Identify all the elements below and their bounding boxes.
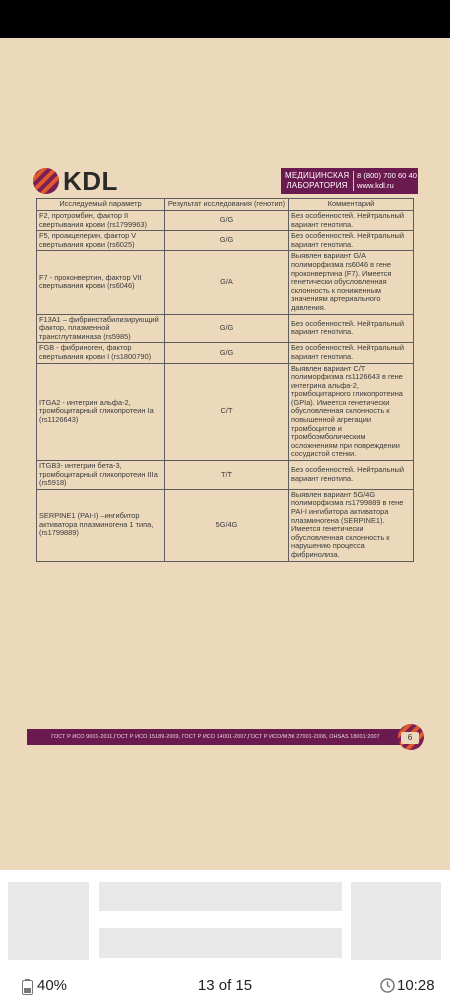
thumbnail-current-bottom[interactable] — [99, 928, 342, 958]
reader-status-bar — [0, 972, 450, 1000]
param-cell: F2, протромбин, фактор II свертывания крови (rs1799963) — [37, 211, 165, 231]
comment-cell: Без особенностей. Нейтральный вариант генотипа. — [289, 231, 414, 251]
param-cell: SERPINE1 (PAI-I) –ингибитор активатора плазминогена 1 типа, (rs1799889) — [37, 489, 165, 561]
table-row — [37, 461, 414, 490]
table-row — [37, 314, 414, 343]
lab-header-box — [281, 168, 418, 194]
table-row — [37, 343, 414, 363]
table-row — [37, 211, 414, 231]
result-cell: G/G — [165, 211, 289, 231]
table-row — [37, 489, 414, 561]
result-cell: G/G — [165, 314, 289, 343]
clock-icon — [380, 978, 395, 993]
comment-cell: Без особенностей. Нейтральный вариант генотипа. — [289, 314, 414, 343]
col-header-parameter: Исследуемый параметр — [37, 199, 165, 211]
page-number: 6 — [401, 732, 419, 744]
kdl-logo-icon — [32, 167, 60, 195]
result-cell: 5G/4G — [165, 489, 289, 561]
result-cell: G/G — [165, 343, 289, 363]
result-cell: G/G — [165, 231, 289, 251]
result-cell: G/A — [165, 251, 289, 314]
param-cell: ITGA2 - интегрин альфа-2, тромбоцитарный гликопротеин Ia (rs1126643) — [37, 363, 165, 461]
thumbnail-prev[interactable] — [8, 882, 89, 960]
param-cell: F5, проакцелерин, фактор V свертывания крови (rs6025) — [37, 231, 165, 251]
phone-number: 8 (800) 700 60 40 — [357, 171, 417, 180]
comment-cell: Без особенностей. Нейтральный вариант генотипа. — [289, 211, 414, 231]
comment-cell: Выявлен вариант G/A полиморфизма rs6046 в гене проконвертина (F7). Имеется генетически обусловленная склонность к пониженным значениям артериального давления. — [289, 251, 414, 314]
table-row — [37, 251, 414, 314]
page-thumbnails-strip[interactable] — [0, 870, 450, 972]
comment-cell: Выявлен вариант 5G/4G полиморфизма rs1799889 в гене PAI-I ингибитора активатора плазминогена (SERPINE1). Имеется генетически обусловленная склонность к нарушению процесса фибринолиза. — [289, 489, 414, 561]
param-cell: F13A1 – фибринстабилизирующий фактор, плазменной трансглутаминаза (rs5985) — [37, 314, 165, 343]
kdl-logo — [32, 165, 132, 197]
result-cell: T/T — [165, 461, 289, 490]
logo-text: KDL — [63, 166, 118, 196]
page-indicator: 13 of 15 — [197, 977, 253, 994]
param-cell: F7 - проконвертин, фактор VII свертывания крови (rs6046) — [37, 251, 165, 314]
contact-info — [357, 171, 417, 191]
param-cell: ITGB3- интегрин бета-3, тромбоцитарный гликопротеин IIIa (rs5918) — [37, 461, 165, 490]
param-cell: FGB - фибриноген, фактор свертывания крови I (rs1800790) — [37, 343, 165, 363]
thumbnail-current-top[interactable] — [99, 882, 342, 911]
header-divider — [353, 171, 354, 191]
standards-footer: ГОСТ Р ИСО 9001-2011,ГОСТ Р ИСО 15189-2009, ГОСТ Р ИСО 14001-2007,ГОСТ Р ИСО/МЭК 27001-2006, OHSAS 18001:2007 — [27, 729, 404, 745]
col-header-comment: Комментарий — [289, 199, 414, 211]
top-black-bar — [0, 0, 450, 38]
document-page[interactable] — [0, 38, 450, 870]
battery-percent: 40% — [37, 977, 68, 994]
lab-name: МЕДИЦИНСКАЯ ЛАБОРАТОРИЯ — [285, 171, 350, 190]
time-display: 10:28 — [397, 977, 435, 994]
comment-cell: Без особенностей. Нейтральный вариант генотипа. — [289, 343, 414, 363]
col-header-result: Результат исследования (генотип) — [165, 199, 289, 211]
table-row — [37, 231, 414, 251]
comment-cell: Выявлен вариант C/T полиморфизма rs1126643 в гене интегрина альфа-2, тромбоцитарного гликопротеина (GPIa). Имеется генетически обусловленная склонность к повышенной агрегации тромбоцитов и тромбоэмболическим осложнениям при повреждении сосудистой стенки. — [289, 363, 414, 461]
result-cell: C/T — [165, 363, 289, 461]
website: www.kdl.ru — [357, 181, 394, 190]
table-row — [37, 363, 414, 461]
results-table — [36, 198, 414, 562]
comment-cell: Без особенностей. Нейтральный вариант генотипа. — [289, 461, 414, 490]
thumbnail-next[interactable] — [351, 882, 441, 960]
table-header-row — [37, 199, 414, 211]
